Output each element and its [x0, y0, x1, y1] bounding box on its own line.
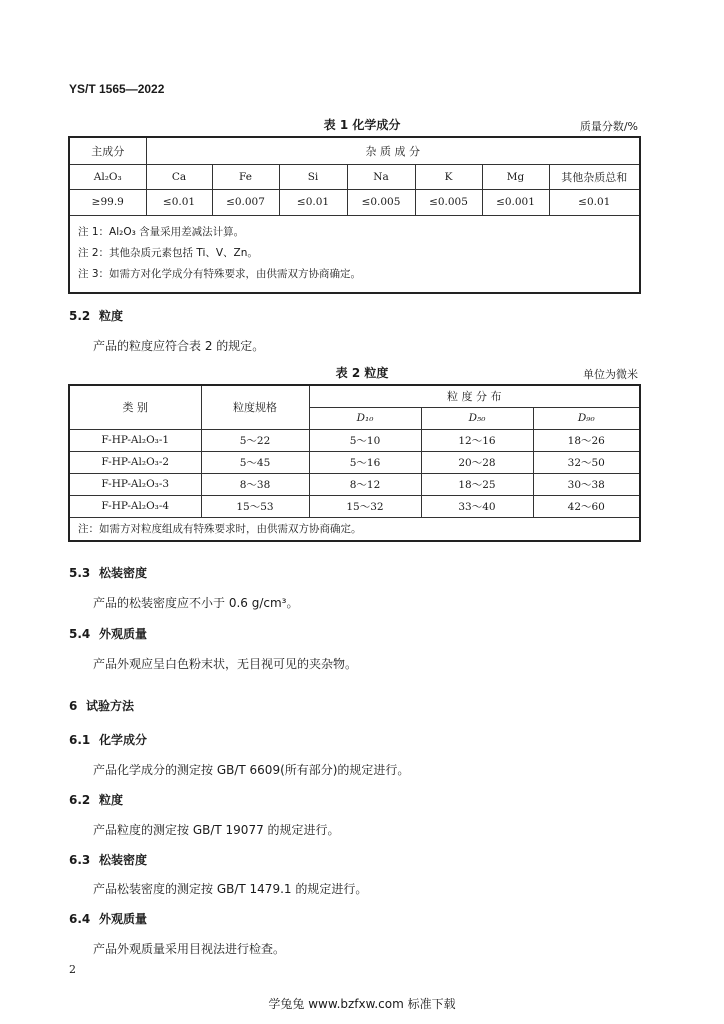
- section-5-2-text: 产品的粒度应符合表 2 的规定。: [93, 339, 265, 353]
- table1-col-k: K: [415, 164, 482, 189]
- table2-spec: 5～45: [201, 451, 309, 473]
- table1-value-na: ≤0.005: [347, 189, 415, 215]
- table1-note-1: 注 1：Al₂O₃ 含量采用差减法计算。: [78, 226, 245, 239]
- section-6-number: 6: [69, 699, 78, 713]
- section-5-3-number: 5.3: [69, 566, 91, 580]
- section-6-2-text: 产品粒度的测定按 GB/T 19077 的规定进行。: [93, 823, 340, 837]
- table2-d90-label: D₉₀: [533, 407, 640, 429]
- table1-note-3: 注 3：如需方对化学成分有特殊要求，由供需双方协商确定。: [78, 268, 362, 281]
- table1-main-sub: Al₂O₃: [69, 164, 146, 189]
- table1-note-2: 注 2：其他杂质元素包括 Ti、V、Zn。: [78, 247, 258, 260]
- table-row: [69, 429, 640, 451]
- table2-d50: 33～40: [421, 495, 533, 517]
- table2-category: F-HP-Al₂O₃-1: [69, 429, 201, 451]
- table1-col-si: Si: [279, 164, 347, 189]
- section-5-2-title: 粒度: [99, 309, 124, 323]
- table2-caption: 表 2 粒度: [335, 366, 389, 380]
- table1-caption: 表 1 化学成分: [323, 118, 401, 132]
- table1-col-mg: Mg: [482, 164, 549, 189]
- table2-d10: 8～12: [309, 473, 421, 495]
- table2-spec: 15～53: [201, 495, 309, 517]
- table2-unit: 单位为微米: [583, 368, 638, 381]
- table2-d90: 32～50: [533, 451, 640, 473]
- table2-d50: 20～28: [421, 451, 533, 473]
- table1-value-k: ≤0.005: [415, 189, 482, 215]
- section-6-2-number: 6.2: [69, 793, 91, 807]
- table2-category: F-HP-Al₂O₃-4: [69, 495, 201, 517]
- table1-value-fe: ≤0.007: [212, 189, 279, 215]
- table2-d10: 5～10: [309, 429, 421, 451]
- table2-d10: 5～16: [309, 451, 421, 473]
- table1-value-mg: ≤0.001: [482, 189, 549, 215]
- table2-spec: 5～22: [201, 429, 309, 451]
- table2-d50: 12～16: [421, 429, 533, 451]
- table2-d90: 30～38: [533, 473, 640, 495]
- section-6-3-heading: [69, 851, 147, 868]
- section-6-1-text: 产品化学成分的测定按 GB/T 6609(所有部分)的规定进行。: [93, 763, 410, 777]
- section-5-2-number: 5.2: [69, 309, 91, 323]
- table2-category: F-HP-Al₂O₃-2: [69, 451, 201, 473]
- section-6-4-text: 产品外观质量采用目视法进行检查。: [93, 942, 286, 956]
- table2-d50-label: D₅₀: [421, 407, 533, 429]
- section-5-4-title: 外观质量: [99, 627, 148, 641]
- page-number: 2: [69, 963, 76, 976]
- table1-value-other: ≤0.01: [549, 189, 640, 215]
- section-6-3-title: 松装密度: [99, 853, 148, 867]
- table2-d10: 15～32: [309, 495, 421, 517]
- table2-spec: 8～38: [201, 473, 309, 495]
- section-6-title: 试验方法: [86, 699, 135, 713]
- table2-d90: 42～60: [533, 495, 640, 517]
- table1-main-label: 主成分: [69, 137, 146, 164]
- section-6-1-heading: [69, 731, 147, 748]
- standard-code: YS/T 1565—2022: [69, 82, 165, 96]
- table1-col-na: Na: [347, 164, 415, 189]
- table1-unit: 质量分数/%: [579, 120, 638, 133]
- section-6-3-text: 产品松装密度的测定按 GB/T 1479.1 的规定进行。: [93, 882, 368, 896]
- section-5-4-heading: [69, 625, 147, 642]
- footer-watermark: 学兔兔 www.bzfxw.com 标准下载: [268, 997, 456, 1011]
- table2-col-category: 类 别: [69, 385, 201, 429]
- section-5-3-text: 产品的松装密度应不小于 0.6 g/cm³。: [93, 596, 299, 610]
- table2-d50: 18～25: [421, 473, 533, 495]
- table2-col-distribution: 粒 度 分 布: [309, 385, 640, 407]
- section-6-heading: [69, 697, 134, 714]
- table1-impurity-label: 杂 质 成 分: [146, 137, 640, 164]
- section-6-1-number: 6.1: [69, 733, 91, 747]
- section-5-3-title: 松装密度: [99, 566, 148, 580]
- table1-value-si: ≤0.01: [279, 189, 347, 215]
- table1-col-fe: Fe: [212, 164, 279, 189]
- section-6-3-number: 6.3: [69, 853, 91, 867]
- table1-col-other: 其他杂质总和: [549, 164, 640, 189]
- section-6-2-heading: [69, 791, 123, 808]
- table2-d90: 18～26: [533, 429, 640, 451]
- table2-col-spec: 粒度规格: [201, 385, 309, 429]
- section-5-4-text: 产品外观应呈白色粉末状，无目视可见的夹杂物。: [93, 657, 358, 671]
- table1-col-ca: Ca: [146, 164, 212, 189]
- table-row: [69, 495, 640, 517]
- section-6-4-number: 6.4: [69, 912, 91, 926]
- table1-main-value: ≥99.9: [69, 189, 146, 215]
- section-6-4-title: 外观质量: [99, 912, 148, 926]
- table2-note: 注：如需方对粒度组成有特殊要求时，由供需双方协商确定。: [69, 517, 640, 541]
- section-6-2-title: 粒度: [99, 793, 124, 807]
- section-5-4-number: 5.4: [69, 627, 91, 641]
- table-row: [69, 451, 640, 473]
- section-6-4-heading: [69, 910, 147, 927]
- table2: [68, 384, 641, 542]
- table-row: [69, 473, 640, 495]
- table1-value-ca: ≤0.01: [146, 189, 212, 215]
- table1-notes: [69, 215, 640, 293]
- table2-category: F-HP-Al₂O₃-3: [69, 473, 201, 495]
- table1: [68, 136, 641, 294]
- section-6-1-title: 化学成分: [99, 733, 148, 747]
- table2-d10-label: D₁₀: [309, 407, 421, 429]
- section-5-3-heading: [69, 564, 147, 581]
- section-5-2-heading: [69, 307, 123, 324]
